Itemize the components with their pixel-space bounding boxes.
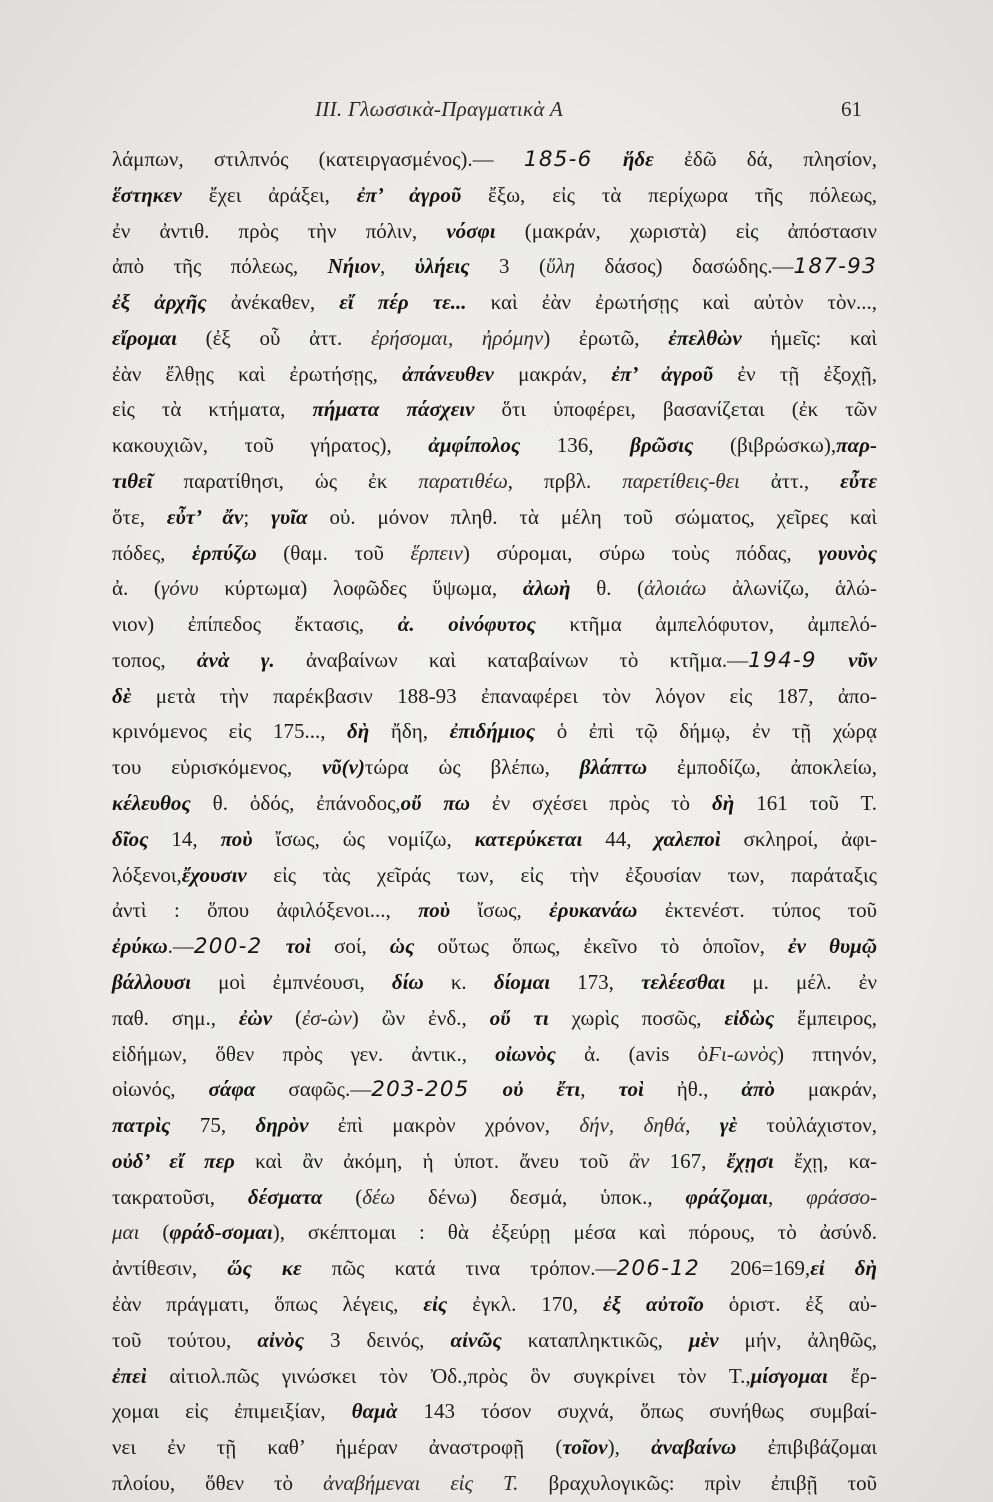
headword: οὐ ἔτι (502, 1077, 581, 1102)
text-run: εἰς τὰς χεῖράς των, εἰς τὴν ἐξουσίαν των, παράταξις (246, 862, 877, 887)
text-run: ), (607, 1435, 652, 1460)
headword: αἰνὸς (257, 1327, 304, 1352)
text-run: 173, (550, 969, 642, 994)
text-line (112, 1287, 877, 1323)
text-run: ἀντὶ : ὅπου ἀφιλόξενοι..., (112, 898, 419, 923)
text-run: ) σύρομαι, σύρω τοὺς πόδας, (462, 540, 819, 565)
text-run: 3 ( (469, 254, 546, 279)
headword: φράζομαι (685, 1184, 769, 1209)
text-line (112, 1251, 877, 1287)
text-run: ἔρ- (827, 1363, 877, 1388)
headword: δίομαι (493, 969, 551, 994)
text-run: ( (322, 1184, 363, 1209)
text-line-content (112, 219, 877, 243)
headword: οἰωνὸς (495, 1041, 556, 1066)
headword: ἔχουσιν (181, 862, 247, 887)
text-line (112, 1108, 877, 1144)
section-ref: 206-12 (616, 1256, 700, 1282)
text-run: 3 δεινός, (303, 1327, 451, 1352)
text-run: οἰωνός, (112, 1077, 209, 1102)
headword: πήματα πάσχειν (312, 397, 475, 422)
headword: ἐξ ἀρχῆς (112, 290, 207, 315)
text-line (112, 357, 877, 393)
headword: ὥς κε (227, 1256, 302, 1281)
text-run: ἔχει ἀράξει, (181, 182, 357, 207)
text-run: ἐκτενέστ. τύπος τοῦ (637, 898, 878, 923)
text-line-content (112, 648, 877, 672)
section-ref: 194-9 (748, 647, 817, 673)
text-line-content (112, 1292, 877, 1316)
text-line (112, 786, 877, 822)
text-run: (μακράν, χωριστὰ) εἰς ἀπόστασιν (495, 218, 878, 243)
text-run: κακουχιῶν, τοῦ γήρατος), (112, 433, 429, 458)
text-run: ) ὢν ἐνδ., (351, 1005, 490, 1030)
headword: εἴ πέρ τε... (339, 290, 467, 315)
text-run: θ. ὁδός, ἐπάνοδος, (190, 791, 401, 816)
text-line-content (112, 1149, 877, 1173)
headword: ἀνὰ γ. (196, 647, 275, 672)
text-line-content (112, 719, 877, 743)
headword: δὲ (112, 683, 132, 708)
text-line (112, 1466, 877, 1502)
text-run: ἐὰν πράγματι, ὅπως λέγεις, (112, 1291, 424, 1316)
text-run: ἡμεῖς: καὶ (741, 325, 877, 350)
text-line (112, 965, 877, 1001)
headword: παρ- (836, 433, 877, 458)
text-run: ὅτι ὑποφέρει, βασανίζεται (ἐκ τῶν (474, 397, 877, 422)
text-run: ) ἐρωτῶ, (543, 325, 669, 350)
text-run: ἐπιβιβάζομαι (736, 1435, 877, 1460)
text-line (112, 142, 877, 178)
headword: ἀ. οἰνόφυτος (397, 612, 536, 637)
headword: ἐν θυμῷ (787, 934, 878, 959)
text-run: ἐγκλ. 170, (447, 1291, 604, 1316)
italic-text: Ϝι-ωνὸς (708, 1041, 777, 1066)
text-line-content (112, 863, 877, 887)
text-line (112, 929, 877, 965)
italic-text: ἐρήσομαι, ἠρόμην (370, 325, 544, 350)
text-line (112, 249, 877, 285)
text-line (112, 1037, 877, 1073)
text-run: ἴσως, ὡς νομίζω, (252, 826, 475, 851)
text-line-content (112, 1471, 877, 1495)
text-run: ἀ. (avis ὀ (555, 1041, 709, 1066)
text-line-content (112, 612, 877, 636)
text-line-content (112, 1077, 877, 1101)
text-line-content (112, 1364, 877, 1388)
headword: τοῖον (562, 1435, 608, 1460)
headword: εἴρομαι (112, 325, 177, 350)
headword: ὡς (389, 934, 415, 959)
text-line-content (112, 1185, 877, 1209)
headword: εἰδὼς (724, 1005, 775, 1030)
headword: δὴ (347, 719, 370, 744)
text-line-content (112, 1113, 877, 1137)
italic-text: μαι (112, 1220, 140, 1245)
text-line (112, 571, 877, 607)
text-run: δένω) δεσμά, ὑποκ., (395, 1184, 686, 1209)
text-line (112, 607, 877, 643)
text-run: λάμπων, στιλπνός (κατειργασμένος).— (112, 147, 524, 171)
headword: οὔ πω (400, 791, 470, 816)
headword: σάφα (208, 1077, 256, 1102)
text-line-content (112, 433, 877, 457)
text-run: θ. ( (570, 576, 645, 601)
text-run: ἤδη, (369, 719, 450, 744)
text-line-content (112, 254, 877, 278)
text-line (112, 750, 877, 786)
text-line-content (112, 755, 877, 779)
text-line-content (112, 1220, 877, 1244)
text-run: .— (167, 934, 194, 959)
text-line-content (112, 183, 877, 207)
text-run: , (685, 1113, 720, 1138)
text-run: ἐν ἀντιθ. πρὸς τὴν πόλιν, (112, 218, 447, 243)
italic-text: ἀλοιάω (644, 576, 707, 601)
text-run: ἔχῃ, κα- (773, 1148, 878, 1173)
text-line (112, 1394, 877, 1430)
italic-text: δέω (362, 1184, 396, 1209)
text-run: μοὶ ἐμπνέουσι, (190, 969, 392, 994)
text-run: παθ. σημ., (112, 1005, 239, 1030)
headword: ποὺ (418, 898, 451, 923)
headword: δίω (391, 969, 424, 994)
text-run: σοί, (310, 934, 390, 959)
text-run: ἀλωνίζω, ἁλώ- (706, 576, 877, 601)
text-run: εἰδήμων, ὅθεν πρὸς γεν. ἀντικ., (112, 1041, 496, 1066)
text-line (112, 1180, 877, 1216)
headword: ποὺ (220, 826, 253, 851)
text-run: εἰς τὰ κτήματα, (112, 397, 313, 422)
section-ref: 203-205 (371, 1077, 470, 1103)
text-run: (θαμ. τοῦ (256, 540, 411, 565)
page-number: 61 (841, 97, 862, 121)
italic-text: φράσσο- (806, 1184, 878, 1209)
headword: ἐὼν (238, 1005, 273, 1030)
text-run: ἀντίθεσιν, (112, 1256, 228, 1281)
text-line-content (112, 147, 877, 171)
headword: εἰς (423, 1291, 448, 1316)
text-run: 161 τοῦ Τ. (734, 791, 878, 816)
headword: κατερύκεται (474, 826, 583, 851)
headword: ἀμφίπολος (428, 433, 521, 458)
italic-text: γόνυ (160, 576, 199, 601)
text-run: ; (243, 504, 272, 529)
headword: τελέεσθαι (641, 969, 726, 994)
headword: ἐρυκανάω (549, 898, 638, 923)
text-run: ) πτηνόν, (777, 1041, 877, 1066)
headword: εὖτε (840, 469, 877, 494)
italic-text: ἂν (628, 1148, 650, 1173)
italic-text: ἕρπειν (410, 540, 463, 565)
text-run: δάσος) δασώδης.— (575, 254, 794, 279)
text-line-content (112, 1006, 877, 1030)
text-run: 143 τόσον συχνά, ὅπως συνήθως συμβαί- (397, 1399, 877, 1424)
text-run: ἐν σχέσει πρὸς τὸ (470, 791, 712, 816)
italic-text: ὕλη (545, 254, 576, 279)
headword: ἀπὸ (741, 1077, 775, 1102)
headword: τοὶ (285, 934, 311, 959)
text-run: 75, (170, 1113, 256, 1138)
headword: οὐδ’ εἴ περ (112, 1148, 235, 1173)
text-line (112, 178, 877, 214)
text-line-content (112, 791, 877, 815)
text-run: ὁ ἐπὶ τῷ δήμῳ, ἐν τῇ χώρᾳ (535, 719, 877, 744)
running-head: ΙΙΙ. Γλωσσικὰ-Πραγματικὰ Α (315, 97, 564, 121)
headword: ἐρύκω (112, 934, 168, 959)
headword: τοὶ (618, 1077, 644, 1102)
headword: ἐπ’ ἀγροῦ (611, 361, 714, 386)
text-run: κτῆμα ἀμπελόφυτον, ἀμπελό- (535, 612, 878, 637)
headword: γουνὸς (818, 540, 877, 565)
text-run: ἀνέκαθεν, (206, 290, 340, 315)
headword: ἀπάνευθεν (402, 361, 494, 386)
text-run: βραχυλογικῶς: πρὶν ἐπιβῇ τοῦ (518, 1470, 877, 1495)
text-run: τακρατοῦσι, (112, 1184, 248, 1209)
text-line-content (112, 827, 877, 851)
headword: γὲ (719, 1113, 738, 1138)
text-run: παρατίθησι, ὡς ἐκ (152, 469, 419, 494)
text-run: ὅτε, (112, 504, 167, 529)
text-run: κύρτωμα) λοφῶδες ὕψωμα, (198, 576, 523, 601)
text-run (593, 147, 623, 171)
text-run: ἀ. ( (112, 576, 161, 601)
text-line (112, 321, 877, 357)
headword: θαμὰ (351, 1399, 398, 1424)
headword: εὖτ’ ἄν (166, 504, 244, 529)
text-run (817, 648, 848, 672)
text-run: ἐὰν ἔλθῃς καὶ ἐρωτήσῃς, (112, 361, 403, 386)
text-line-content (112, 1435, 877, 1459)
text-line-content (112, 469, 877, 493)
text-run: πλοίου, ὅθεν τὸ (112, 1470, 324, 1495)
headword: δὴ (711, 791, 735, 816)
headword: βάλλουσι (112, 969, 191, 994)
text-line-content (112, 362, 877, 386)
text-line (112, 822, 877, 858)
headword: ἕστηκεν (112, 182, 182, 207)
text-line (112, 1001, 877, 1037)
section-ref: 187-93 (793, 254, 877, 280)
headword: φράδ-σομαι (169, 1220, 273, 1245)
text-line (112, 1430, 877, 1466)
headword: οὔ τι (489, 1005, 549, 1030)
text-line (112, 500, 877, 536)
italic-text: παρατιθέω (418, 469, 508, 494)
text-run: κρινόμενος εἰς 175..., (112, 719, 348, 744)
text-run: , πρβλ. (507, 469, 623, 494)
text-line-content (112, 970, 877, 994)
headword: βρῶσις (630, 433, 694, 458)
text-run: ἐδῶ δά, πλησίον, (653, 147, 877, 171)
text-run: χωρὶς ποσῶς, (548, 1005, 725, 1030)
text-line-content (112, 290, 877, 314)
text-run: λόξενοι, (112, 862, 182, 887)
text-line (112, 893, 877, 929)
headword: Νήιον (327, 254, 380, 279)
text-run: τοπος, (112, 647, 197, 672)
text-run: καὶ ἂν ἀκόμη, ἡ ὑποτ. ἄνευ τοῦ (234, 1148, 629, 1173)
text-run: ὁριστ. ἐξ αὐ- (703, 1291, 877, 1316)
headword: τιθεῖ (112, 469, 153, 494)
section-ref: 185-6 (523, 147, 593, 172)
text-run (263, 934, 286, 958)
text-line (112, 1215, 877, 1251)
text-line-content (112, 1256, 877, 1280)
text-line-content (112, 505, 877, 529)
text-run: ἐμποδίζω, ἀποκλείω, (647, 755, 877, 780)
text-line-content (112, 898, 877, 922)
text-line (112, 1323, 877, 1359)
headword: γυῖα (271, 504, 308, 529)
text-line-content (112, 934, 877, 958)
headword: ἐπελθὼν (668, 325, 742, 350)
headword: χαλεποὶ (654, 826, 721, 851)
text-line-content (112, 1399, 877, 1423)
headword: δῖος (112, 826, 149, 851)
text-line-content (112, 326, 877, 350)
text-run: ( (272, 1005, 303, 1030)
headword: ἐπεὶ (112, 1363, 147, 1388)
headword: νῦ(ν) (321, 755, 365, 780)
text-line (112, 643, 877, 679)
text-run: τοῦ τούτου, (112, 1327, 258, 1352)
text-line-content (112, 684, 877, 708)
text-run (470, 1077, 503, 1101)
text-run: τώρα ὡς βλέπω, (364, 755, 580, 780)
text-run: ἔξω, εἰς τὰ περίχωρα τῆς πόλεως, (461, 182, 878, 207)
text-run: κ. (423, 969, 494, 994)
text-run: καὶ ἐὰν ἐρωτήσῃς καὶ αὐτὸν τὸν..., (466, 290, 877, 315)
headword: πατρὶς (112, 1113, 171, 1138)
text-run: νει ἐν τῇ καθ’ ἡμέραν ἀναστροφῇ ( (112, 1435, 563, 1460)
body-text (112, 142, 878, 1495)
text-line (112, 714, 877, 750)
text-run: ἀττ., (739, 469, 841, 494)
text-line (112, 679, 877, 715)
text-run: ἐν τῇ ἐξοχῇ, (713, 361, 877, 386)
text-run: 206=169, (700, 1256, 811, 1281)
text-run: ἀπὸ τῆς πόλεως, (112, 254, 328, 279)
text-run: οὐ. μόνον πληθ. τὰ μέλη τοῦ σώματος, χεῖρες καὶ (307, 504, 877, 529)
headword: ἀναβαίνω (651, 1435, 737, 1460)
text-line-content (112, 576, 877, 600)
italic-text: ἀναβήμεναι εἰς Τ. (323, 1470, 519, 1495)
text-line (112, 1072, 877, 1108)
headword: δέσματα (247, 1184, 323, 1209)
headword: εἰ δὴ (810, 1256, 878, 1281)
headword: ὑλήεις (414, 254, 470, 279)
headword: μίσγομαι (750, 1363, 828, 1388)
text-run: 167, (649, 1148, 727, 1173)
headword: ἐπ’ ἀγροῦ (356, 182, 462, 207)
text-run: (βιβρώσκω), (693, 433, 837, 458)
text-line-content (112, 1328, 877, 1352)
text-run: ), σκέπτομαι : θὰ ἐξεύρῃ μέσα καὶ πόρους, τὸ ἀσύνδ. (272, 1220, 877, 1245)
headword: ἐξ αὐτοῖο (603, 1291, 704, 1316)
text-run: πῶς κατά τινα τρόπον.— (301, 1256, 617, 1281)
text-run: ἠθ., (643, 1077, 742, 1102)
text-line-content (112, 1042, 877, 1066)
text-line (112, 858, 877, 894)
headword: ἑρπύζω (192, 540, 257, 565)
text-run: ἴσως, (450, 898, 550, 923)
text-run: ἔμπειρος, (774, 1005, 877, 1030)
text-line (112, 285, 877, 321)
headword: αἰνῶς (450, 1327, 502, 1352)
text-run: τοὐλάχιστον, (737, 1113, 878, 1138)
headword: κέλευθος (112, 791, 191, 816)
headword: ἀλωὴ (522, 576, 571, 601)
text-line (112, 1144, 877, 1180)
text-run: οὕτως ὅπως, ἐκεῖνο τὸ ὁποῖον, (414, 934, 788, 959)
text-run: πόδες, (112, 540, 193, 565)
text-run: , (379, 254, 415, 279)
text-line (112, 392, 877, 428)
text-run: σκληροί, ἀφι- (720, 826, 877, 851)
text-run: σαφῶς.— (255, 1077, 372, 1102)
text-run: μετὰ τὴν παρέκβασιν 188-93 ἐπαναφέρει τὸν λόγον εἰς 187, ἀπο- (131, 683, 877, 708)
headword: βλάπτω (579, 755, 648, 780)
text-run: καταπληκτικῶς, (501, 1327, 689, 1352)
text-run: 14, (148, 826, 221, 851)
text-run: (ἐξ οὗ ἀττ. (176, 325, 371, 350)
headword: δηρὸν (255, 1113, 309, 1138)
text-line (112, 428, 877, 464)
headword: ἔχῃσι (726, 1148, 774, 1173)
text-run: 44, (582, 826, 655, 851)
text-run: αἰτιολ.πῶς γινώσκει τὸν Ὀδ.,πρὸς ὃν συγκρίνει τὸν Τ., (146, 1363, 751, 1388)
text-run: μακράν, (774, 1077, 877, 1102)
headword: ἐπιδήμιος (449, 719, 536, 744)
text-run: ( (139, 1220, 170, 1245)
text-run: ἀναβαίνων καὶ καταβαίνων τὸ κτῆμα.— (274, 647, 749, 672)
text-line (112, 464, 877, 500)
headword: ἥδε (622, 147, 654, 171)
text-run: 136, (520, 433, 631, 458)
text-line (112, 536, 877, 572)
headword: νόσφι (446, 218, 496, 243)
headword: νῦν (848, 647, 877, 672)
text-run: του εὑρισκόμενος, (112, 755, 322, 780)
text-run: μήν, ἀληθῶς, (718, 1327, 877, 1352)
text-run: νιον) ἐπίπεδος ἔκτασις, (112, 612, 398, 637)
text-run: , (768, 1184, 807, 1209)
text-run: μακράν, (493, 361, 612, 386)
text-run: ἐπὶ μακρὸν χρόνον, (308, 1113, 580, 1138)
text-line (112, 1359, 877, 1395)
text-run: χομαι εἰς ἐπιμειξίαν, (112, 1399, 352, 1424)
italic-text: δήν, δηθά (579, 1113, 686, 1138)
text-line-content (112, 397, 877, 421)
section-ref: 200-2 (193, 934, 263, 960)
text-run: μ. μέλ. ἐν (725, 969, 877, 994)
headword: μὲν (688, 1327, 719, 1352)
text-run: , (580, 1077, 619, 1102)
text-line (112, 214, 877, 250)
italic-text: παρετίθεις-θει (622, 469, 740, 494)
text-line-content (112, 541, 877, 565)
italic-text: ἐσ-ὼν (302, 1005, 352, 1030)
